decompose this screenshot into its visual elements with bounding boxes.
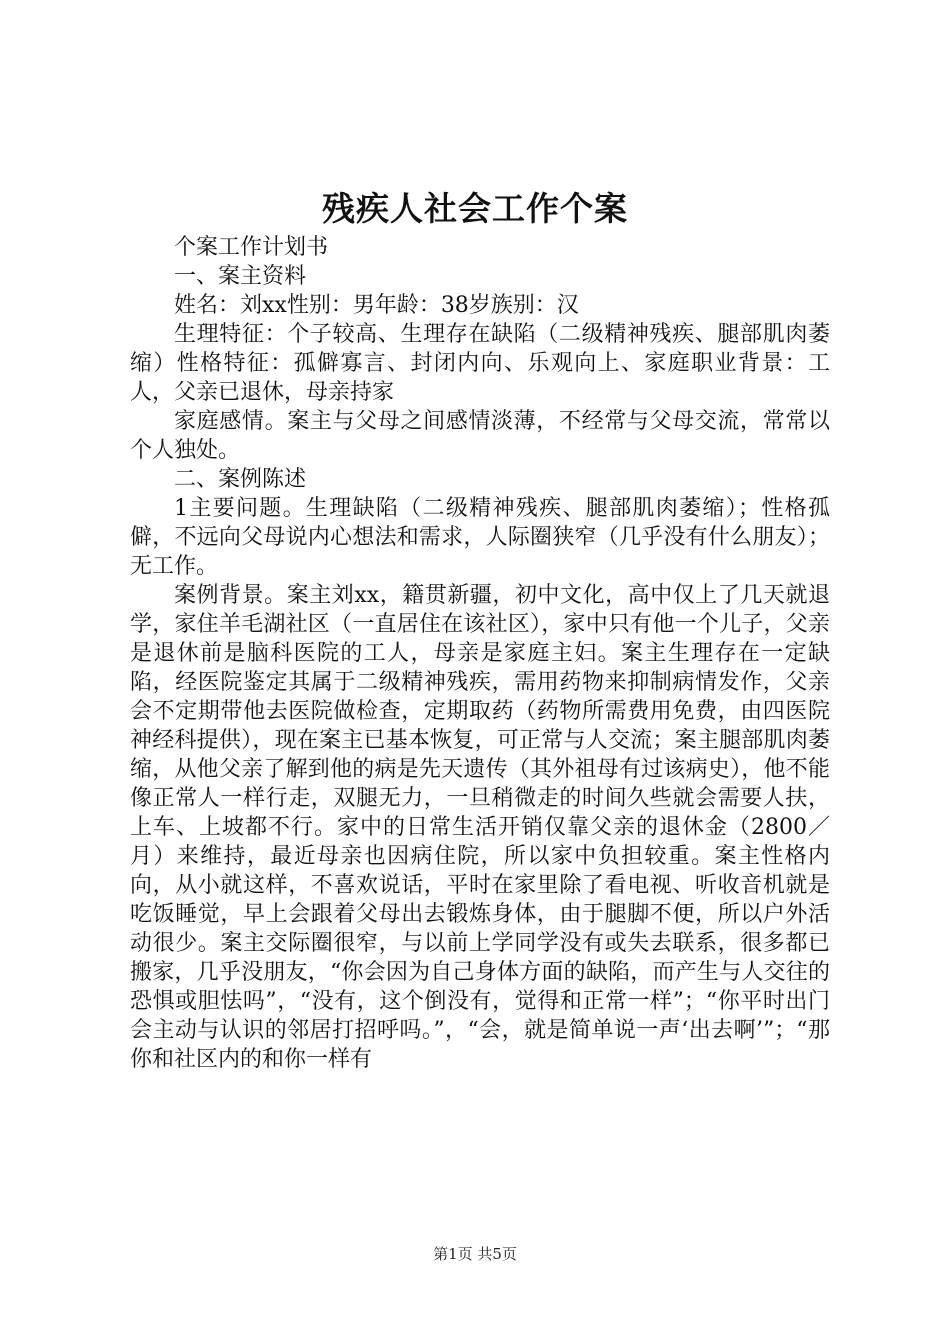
paragraph-section-client-info: 一、案主资料 <box>174 264 307 289</box>
paragraph-physical-traits: 生理特征：个子较高、生理存在缺陷（二级精神残疾、腿部肌肉萎缩）性格特征：孤僻寡言、封闭内向、乐观向上、家庭职业背景：工人，父亲已退休，母亲持家 <box>130 322 830 405</box>
page-footer: 第1页 共5页 <box>433 1245 517 1263</box>
paragraph-basic-info: 姓名：刘xx性别：男年龄：38岁族别：汉 <box>174 293 579 318</box>
page-title: 残疾人社会工作个案 <box>322 189 628 228</box>
paragraph-family-relations: 家庭感情。案主与父母之间感情淡薄，不经常与父母交流，常常以个人独处。 <box>130 409 830 463</box>
paragraph-section-case-statement: 二、案例陈述 <box>174 467 307 492</box>
paragraph-case-background: 案例背景。案主刘xx，籍贯新疆，初中文化，高中仅上了几天就退学，家住羊毛湖社区（一直居住在该社区），家中只有他一个儿子，父亲是退休前是脑科医院的工人，母亲是家庭主妇。案主生理存在一定缺陷，经医院鉴定其属于二级精神残疾，需用药物来抑制病情发作，父亲会不定期带他去医院做检查，定期取药（药物所需费用免费，由四医院神经科提供），现在案主已基本恢复，可正常与人交流；案主腿部肌肉萎缩，从他父亲了解到他的病是先天遗传（其外祖母有过该病史），他不能像正常人一样行走，双腿无力，一旦稍微走的时间久些就会需要人扶，上车、上坡都不行。家中的日常生活开销仅靠父亲的退休金（2800／月）来维持，最近母亲也因病住院，所以家中负担较重。案主性格内向，从小就这样，不喜欢说话，平时在家里除了看电视、听收音机就是吃饭睡觉，早上会跟着父母出去锻炼身体，由于腿脚不便，所以户外活动很少。案主交际圈很窄，与以前上学同学没有或失去联系，很多都已搬家，几乎没朋友，“你会因为自己身体方面的缺陷，而产生与人交往的恐惧或胆怯吗”，“没有，这个倒没有，觉得和正常一样”；“你平时出门会主动与认识的邻居打招呼吗。”，“会，就是简单说一声‘出去啊’”；“那你和社区内的和你一样有 <box>130 583 830 1072</box>
paragraph-plan-heading: 个案工作计划书 <box>174 235 329 260</box>
document-body <box>130 233 830 1074</box>
paragraph-main-problems: 1主要问题。生理缺陷（二级精神残疾、腿部肌肉萎缩）；性格孤僻，不远向父母说内心想法和需求，人际圈狭窄（几乎没有什么朋友）；无工作。 <box>130 496 830 579</box>
